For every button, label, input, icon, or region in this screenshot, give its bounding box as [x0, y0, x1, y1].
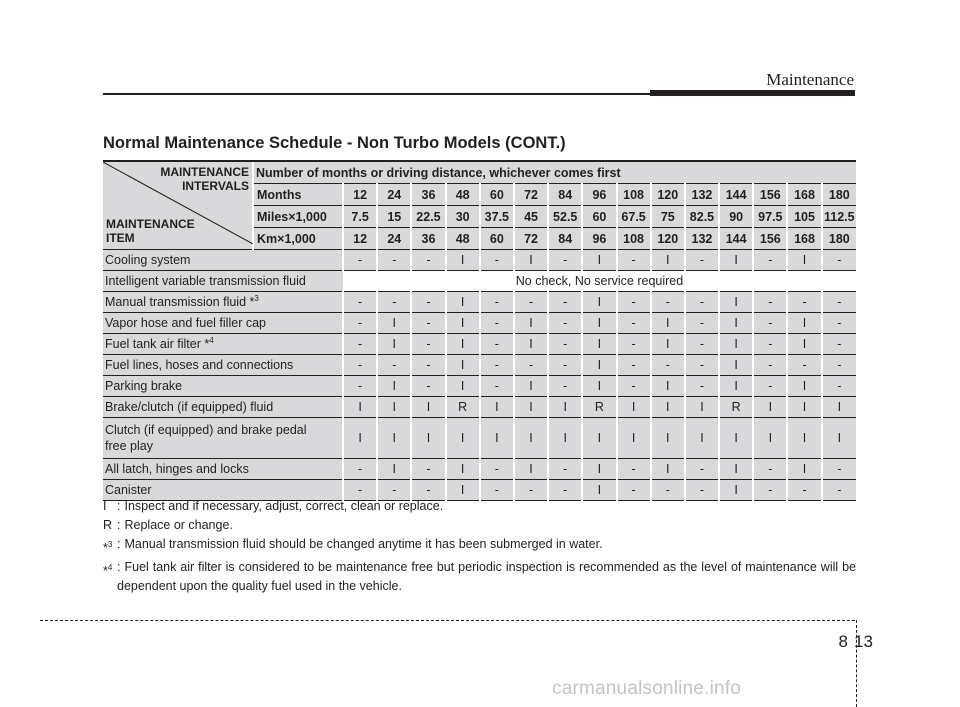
- interval-value: 72: [514, 228, 548, 250]
- maintenance-item-label: All latch, hinges and locks: [105, 462, 249, 476]
- chapter-number: 8: [838, 632, 848, 651]
- schedule-cell: -: [617, 480, 651, 501]
- schedule-cell: -: [753, 250, 787, 271]
- schedule-cell: -: [548, 480, 582, 501]
- interval-value: 60: [582, 206, 616, 228]
- schedule-cell: -: [685, 355, 719, 376]
- maintenance-item-label: Clutch (if equipped) and brake pedal free play: [105, 423, 307, 453]
- interval-value: 144: [719, 184, 753, 206]
- interval-value: 180: [822, 228, 856, 250]
- legend-note: [103, 497, 856, 516]
- page-number: [818, 632, 873, 652]
- schedule-cell: -: [822, 459, 856, 480]
- schedule-cell: -: [514, 355, 548, 376]
- schedule-cell: I: [514, 459, 548, 480]
- interval-value: 72: [514, 184, 548, 206]
- legend-text: : Fuel tank air filter is considered to be maintenance free but periodic inspection is recommended as the level of maintenance will be dependent upon the quality fuel used in the vehicle.: [117, 560, 856, 594]
- schedule-cell: I: [377, 334, 411, 355]
- schedule-cell: -: [343, 313, 377, 334]
- schedule-cell: I: [446, 292, 480, 313]
- interval-value: 82.5: [685, 206, 719, 228]
- schedule-cell: -: [480, 292, 514, 313]
- interval-value: 144: [719, 228, 753, 250]
- schedule-cell: -: [548, 313, 582, 334]
- schedule-cell: -: [822, 292, 856, 313]
- schedule-cell: -: [685, 480, 719, 501]
- maintenance-item: [103, 292, 343, 313]
- schedule-cell: I: [651, 313, 685, 334]
- interval-value: 90: [719, 206, 753, 228]
- interval-value: 84: [548, 184, 582, 206]
- interval-value: 168: [787, 184, 821, 206]
- schedule-cell: -: [411, 334, 445, 355]
- interval-value: 105: [787, 206, 821, 228]
- schedule-cell: I: [787, 334, 821, 355]
- maintenance-schedule-table: [103, 160, 856, 501]
- schedule-cell: -: [617, 292, 651, 313]
- schedule-cell: I: [446, 250, 480, 271]
- schedule-cell: I: [377, 376, 411, 397]
- schedule-cell: I: [514, 250, 548, 271]
- schedule-cell: -: [480, 334, 514, 355]
- schedule-cell: -: [411, 459, 445, 480]
- schedule-cell: I: [651, 334, 685, 355]
- schedule-cell: -: [685, 313, 719, 334]
- table-row: [103, 376, 856, 397]
- schedule-cell: -: [617, 313, 651, 334]
- table-row: [103, 459, 856, 480]
- schedule-cell: I: [719, 355, 753, 376]
- legend-symbol: I: [103, 499, 107, 513]
- schedule-cell: -: [514, 480, 548, 501]
- schedule-cell: -: [480, 313, 514, 334]
- page-title: Normal Maintenance Schedule - Non Turbo Models (CONT.): [103, 134, 566, 152]
- schedule-cell: -: [548, 250, 582, 271]
- schedule-cell: -: [343, 334, 377, 355]
- schedule-cell: -: [651, 480, 685, 501]
- schedule-cell: -: [617, 334, 651, 355]
- schedule-cell: I: [787, 376, 821, 397]
- interval-value: 36: [411, 184, 445, 206]
- maintenance-item: [103, 418, 343, 459]
- interval-value: 180: [822, 184, 856, 206]
- schedule-cell: I: [446, 355, 480, 376]
- interval-unit-label: Miles×1,000: [253, 206, 343, 228]
- schedule-cell: I: [753, 418, 787, 459]
- schedule-cell: I: [651, 459, 685, 480]
- schedule-cell: I: [787, 250, 821, 271]
- schedule-cell: I: [582, 418, 616, 459]
- legend-text: : Inspect and if necessary, adjust, correct, clean or replace.: [117, 499, 444, 513]
- legend-note: [103, 558, 856, 596]
- schedule-cell: I: [753, 397, 787, 418]
- interval-value: 84: [548, 228, 582, 250]
- schedule-cell: -: [685, 376, 719, 397]
- schedule-cell: I: [822, 418, 856, 459]
- maintenance-item-label: Fuel lines, hoses and connections: [105, 358, 294, 372]
- schedule-cell: -: [787, 480, 821, 501]
- table-row: [103, 271, 856, 292]
- interval-value: 37.5: [480, 206, 514, 228]
- maintenance-item-label: Fuel tank air filter *: [105, 337, 210, 352]
- schedule-cell: I: [719, 418, 753, 459]
- schedule-cell: -: [787, 292, 821, 313]
- schedule-cell: I: [685, 397, 719, 418]
- maintenance-item: [103, 250, 343, 271]
- schedule-cell: -: [685, 292, 719, 313]
- schedule-cell: -: [548, 334, 582, 355]
- legend-text-body: Inspect and if necessary, adjust, correct, clean or replace.: [124, 499, 444, 513]
- schedule-cell: I: [685, 418, 719, 459]
- maintenance-item-label: Vapor hose and fuel filler cap: [105, 316, 266, 330]
- interval-value: 12: [343, 228, 377, 250]
- interval-value: 132: [685, 228, 719, 250]
- schedule-cell: I: [446, 313, 480, 334]
- schedule-cell: R: [719, 397, 753, 418]
- maintenance-item-label: Parking brake: [105, 379, 183, 393]
- maintenance-item-label: Brake/clutch (if equipped) fluid: [105, 400, 274, 414]
- footnote-marker: 3: [254, 294, 259, 304]
- table-row: [103, 250, 856, 271]
- schedule-cell: I: [446, 334, 480, 355]
- schedule-cell: -: [411, 313, 445, 334]
- schedule-cell: I: [377, 397, 411, 418]
- schedule-cell: I: [343, 397, 377, 418]
- schedule-cell: I: [719, 334, 753, 355]
- interval-value: 112.5: [822, 206, 856, 228]
- legend-symbol: R: [103, 518, 113, 532]
- legend-note: [103, 535, 856, 558]
- schedule-cell: I: [411, 418, 445, 459]
- schedule-cell: I: [719, 313, 753, 334]
- schedule-cell: I: [514, 334, 548, 355]
- schedule-cell: I: [582, 334, 616, 355]
- schedule-cell: -: [617, 459, 651, 480]
- schedule-cell: -: [343, 250, 377, 271]
- schedule-cell: -: [617, 250, 651, 271]
- schedule-cell: -: [617, 355, 651, 376]
- schedule-cell: -: [411, 480, 445, 501]
- interval-value: 22.5: [411, 206, 445, 228]
- schedule-cell: I: [787, 459, 821, 480]
- schedule-cell: I: [582, 355, 616, 376]
- schedule-cell: -: [514, 292, 548, 313]
- schedule-cell: I: [446, 376, 480, 397]
- interval-value: 48: [446, 228, 480, 250]
- schedule-cell: I: [582, 292, 616, 313]
- interval-value: 12: [343, 184, 377, 206]
- interval-value: 75: [651, 206, 685, 228]
- schedule-cell: -: [548, 459, 582, 480]
- schedule-cell: I: [651, 418, 685, 459]
- schedule-cell: -: [753, 480, 787, 501]
- schedule-cell: I: [582, 250, 616, 271]
- legend-note: [103, 516, 856, 535]
- schedule-cell: -: [377, 480, 411, 501]
- schedule-cell: I: [582, 459, 616, 480]
- interval-unit-label: Km×1,000: [253, 228, 343, 250]
- schedule-cell: -: [480, 480, 514, 501]
- schedule-cell: I: [719, 459, 753, 480]
- schedule-cell: -: [480, 355, 514, 376]
- schedule-cell: -: [753, 355, 787, 376]
- interval-value: 36: [411, 228, 445, 250]
- interval-value: 168: [787, 228, 821, 250]
- table-row: [103, 355, 856, 376]
- maintenance-item: [103, 313, 343, 334]
- schedule-cell: -: [822, 313, 856, 334]
- schedule-cell: -: [822, 250, 856, 271]
- maintenance-item-label: Manual transmission fluid *: [105, 295, 255, 310]
- maintenance-item-label: Canister: [105, 483, 152, 497]
- page-number-value: 13: [854, 632, 873, 651]
- interval-value: 52.5: [548, 206, 582, 228]
- table-row: [103, 397, 856, 418]
- legend-symbol: *$^4$: [103, 563, 113, 579]
- corner-label-item: MAINTENANCE ITEM: [106, 217, 195, 245]
- schedule-cell: -: [753, 313, 787, 334]
- interval-value: 30: [446, 206, 480, 228]
- legend-text-body: Replace or change.: [124, 518, 233, 532]
- interval-value: 24: [377, 228, 411, 250]
- schedule-cell: -: [822, 355, 856, 376]
- schedule-cell: -: [685, 250, 719, 271]
- schedule-cell: I: [787, 418, 821, 459]
- schedule-cell: I: [446, 418, 480, 459]
- maintenance-item: [103, 397, 343, 418]
- schedule-cell: I: [582, 480, 616, 501]
- schedule-cell: I: [548, 397, 582, 418]
- interval-value: 24: [377, 184, 411, 206]
- header-title: Number of months or driving distance, whichever comes first: [253, 161, 856, 184]
- interval-value: 108: [617, 228, 651, 250]
- interval-value: 108: [617, 184, 651, 206]
- footnote-marker: 4: [209, 336, 214, 346]
- schedule-cell: I: [787, 313, 821, 334]
- schedule-cell: -: [411, 376, 445, 397]
- schedule-cell: -: [377, 355, 411, 376]
- interval-value: 96: [582, 228, 616, 250]
- interval-value: 67.5: [617, 206, 651, 228]
- schedule-cell: -: [377, 250, 411, 271]
- schedule-cell: -: [548, 292, 582, 313]
- schedule-cell: I: [582, 313, 616, 334]
- maintenance-item: [103, 459, 343, 480]
- schedule-cell: -: [753, 459, 787, 480]
- interval-value: 45: [514, 206, 548, 228]
- interval-value: 120: [651, 228, 685, 250]
- schedule-cell: I: [377, 418, 411, 459]
- schedule-cell: I: [514, 418, 548, 459]
- schedule-cell: I: [548, 418, 582, 459]
- maintenance-item-label: Intelligent variable transmission fluid: [105, 274, 306, 288]
- schedule-cell: I: [617, 397, 651, 418]
- maintenance-item: [103, 334, 343, 355]
- legend-notes: [103, 497, 856, 596]
- header-rule-accent: [650, 90, 855, 96]
- schedule-cell: I: [582, 376, 616, 397]
- schedule-cell: I: [651, 376, 685, 397]
- schedule-note: No check, No service required: [343, 271, 856, 292]
- interval-value: 96: [582, 184, 616, 206]
- schedule-cell: I: [651, 397, 685, 418]
- schedule-cell: I: [719, 376, 753, 397]
- schedule-cell: I: [787, 397, 821, 418]
- schedule-cell: I: [617, 418, 651, 459]
- schedule-cell: I: [822, 397, 856, 418]
- schedule-cell: -: [343, 480, 377, 501]
- schedule-cell: I: [343, 418, 377, 459]
- interval-value: 7.5: [343, 206, 377, 228]
- schedule-cell: -: [411, 250, 445, 271]
- schedule-cell: R: [446, 397, 480, 418]
- legend-text-body: Fuel tank air filter is considered to be maintenance free but periodic inspection is recommended as the level of maintenance will be dependent upon the quality fuel used in the vehicle.: [117, 560, 856, 594]
- schedule-cell: -: [651, 355, 685, 376]
- schedule-cell: -: [685, 334, 719, 355]
- schedule-cell: -: [753, 292, 787, 313]
- schedule-cell: -: [377, 292, 411, 313]
- schedule-cell: -: [822, 334, 856, 355]
- schedule-cell: I: [446, 459, 480, 480]
- maintenance-item: [103, 355, 343, 376]
- schedule-cell: I: [514, 397, 548, 418]
- schedule-cell: -: [787, 355, 821, 376]
- schedule-cell: I: [514, 313, 548, 334]
- interval-value: 60: [480, 184, 514, 206]
- schedule-cell: -: [548, 376, 582, 397]
- schedule-cell: -: [480, 376, 514, 397]
- corner-header: [103, 161, 253, 250]
- schedule-cell: I: [514, 376, 548, 397]
- section-title: Maintenance: [766, 70, 854, 89]
- interval-value: 60: [480, 228, 514, 250]
- legend-text-body: Manual transmission fluid should be changed anytime it has been submerged in water.: [124, 537, 603, 551]
- schedule-cell: -: [411, 292, 445, 313]
- table-row: [103, 418, 856, 459]
- legend-text: : Manual transmission fluid should be changed anytime it has been submerged in water.: [117, 537, 603, 551]
- schedule-cell: R: [582, 397, 616, 418]
- schedule-cell: I: [480, 397, 514, 418]
- schedule-cell: -: [617, 376, 651, 397]
- schedule-cell: -: [343, 355, 377, 376]
- schedule-cell: -: [548, 355, 582, 376]
- schedule-cell: -: [411, 355, 445, 376]
- table-row: [103, 313, 856, 334]
- schedule-cell: I: [446, 480, 480, 501]
- table-row: [103, 334, 856, 355]
- schedule-cell: -: [651, 292, 685, 313]
- schedule-cell: -: [822, 376, 856, 397]
- legend-text: : Replace or change.: [117, 518, 233, 532]
- schedule-cell: -: [343, 376, 377, 397]
- schedule-cell: I: [480, 418, 514, 459]
- watermark: carmanualsonline.info: [552, 678, 742, 699]
- legend-symbol: *$^3$: [103, 540, 113, 556]
- schedule-cell: -: [343, 292, 377, 313]
- schedule-cell: I: [719, 480, 753, 501]
- interval-unit-label: Months: [253, 184, 343, 206]
- schedule-cell: I: [377, 313, 411, 334]
- schedule-cell: I: [377, 459, 411, 480]
- schedule-cell: -: [480, 250, 514, 271]
- interval-value: 97.5: [753, 206, 787, 228]
- header-row-title: [103, 161, 856, 184]
- schedule-cell: -: [753, 334, 787, 355]
- maintenance-item: [103, 271, 343, 292]
- interval-value: 156: [753, 228, 787, 250]
- schedule-cell: I: [719, 250, 753, 271]
- footer-rule: [40, 620, 855, 621]
- maintenance-item-label: Cooling system: [105, 253, 191, 267]
- interval-value: 132: [685, 184, 719, 206]
- maintenance-item: [103, 376, 343, 397]
- interval-value: 48: [446, 184, 480, 206]
- interval-value: 15: [377, 206, 411, 228]
- schedule-cell: I: [411, 397, 445, 418]
- schedule-cell: -: [753, 376, 787, 397]
- schedule-cell: -: [685, 459, 719, 480]
- table-row: [103, 292, 856, 313]
- interval-value: 120: [651, 184, 685, 206]
- schedule-cell: -: [480, 459, 514, 480]
- schedule-cell: -: [343, 459, 377, 480]
- schedule-cell: -: [822, 480, 856, 501]
- corner-label-intervals: MAINTENANCE INTERVALS: [160, 165, 249, 193]
- schedule-cell: I: [651, 250, 685, 271]
- schedule-cell: I: [719, 292, 753, 313]
- interval-value: 156: [753, 184, 787, 206]
